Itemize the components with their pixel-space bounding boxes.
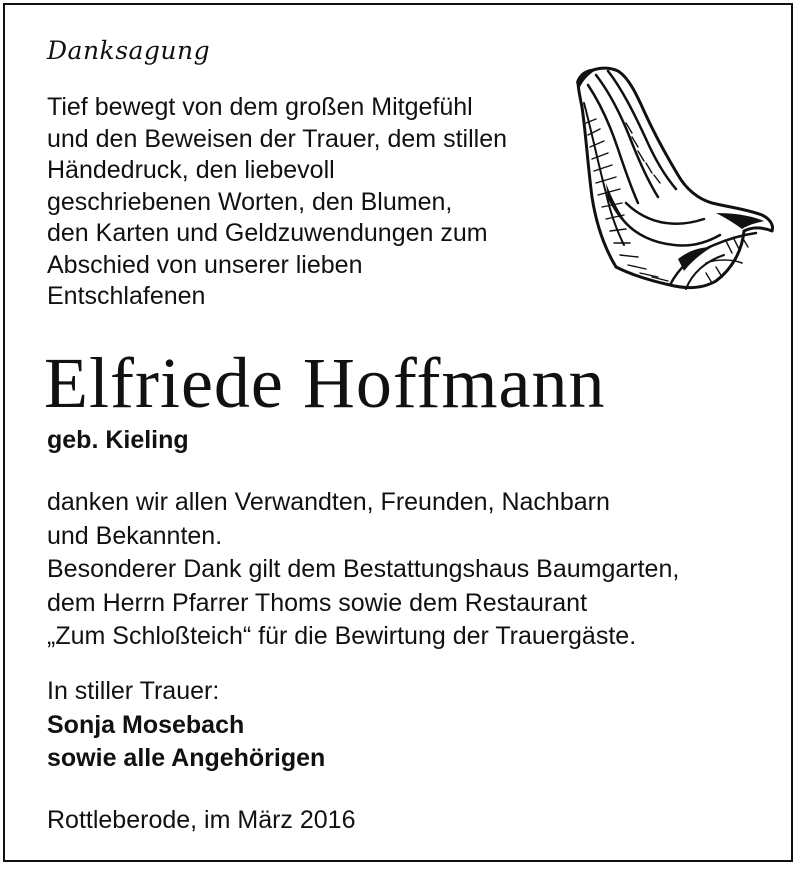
intro-line: geschriebenen Worten, den Blumen, bbox=[47, 187, 453, 216]
mourner-relatives: sowie alle Angehörigen bbox=[47, 744, 326, 772]
thanks-line: dem Herrn Pfarrer Thoms sowie dem Restaurant bbox=[47, 588, 588, 617]
place-date: Rottleberode, im März 2016 bbox=[47, 806, 356, 834]
notice-heading: Danksagung bbox=[47, 36, 211, 65]
praying-hands-icon bbox=[566, 63, 778, 293]
thanks-text bbox=[47, 486, 767, 654]
intro-line: Abschied von unserer lieben bbox=[47, 250, 363, 279]
birth-name: geb. Kieling bbox=[47, 426, 189, 454]
thanks-line: „Zum Schloßteich“ für die Bewirtung der Trauergäste. bbox=[47, 622, 637, 650]
intro-line: Händedruck, den liebevoll bbox=[47, 156, 335, 184]
intro-line: den Karten und Geldzuwendungen zum bbox=[47, 219, 488, 247]
intro-line: und den Beweisen der Trauer, dem stillen bbox=[47, 124, 507, 153]
intro-text bbox=[47, 92, 567, 313]
intro-line: Entschlafenen bbox=[47, 282, 206, 310]
thanks-line: danken wir allen Verwandten, Freunden, Nachbarn bbox=[47, 488, 610, 516]
intro-line: Tief bewegt von dem großen Mitgefühl bbox=[47, 93, 473, 121]
thanks-line: und Bekannten. bbox=[47, 521, 223, 550]
mourning-intro: In stiller Trauer: bbox=[47, 677, 220, 705]
thanks-line: Besonderer Dank gilt dem Bestattungshaus Baumgarten, bbox=[47, 555, 680, 583]
mourners-block bbox=[47, 675, 325, 776]
mourner-name: Sonja Mosebach bbox=[47, 710, 245, 739]
deceased-name: Elfriede Hoffmann bbox=[44, 343, 606, 423]
